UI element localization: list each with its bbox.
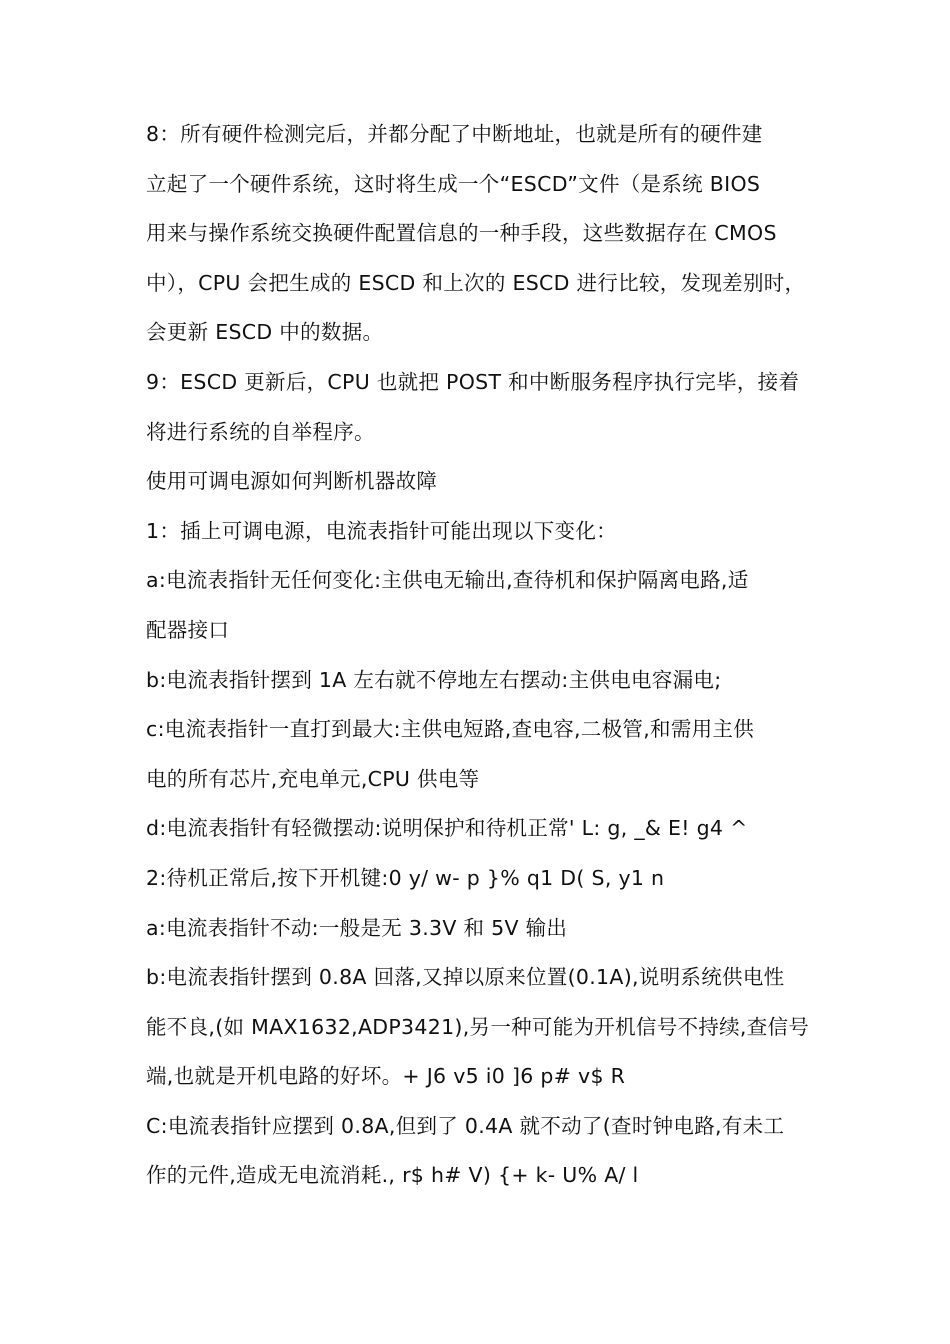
text-line: 8：所有硬件检测完后，并都分配了中断地址，也就是所有的硬件建 bbox=[146, 122, 763, 146]
paragraph-9-escd-update bbox=[146, 358, 810, 457]
paragraph-8-escd bbox=[146, 110, 810, 358]
text-line: 使用可调电源如何判断机器故障 bbox=[146, 469, 438, 494]
text-line: 将进行系统的自举程序。 bbox=[146, 419, 375, 444]
text-line: b:电流表指针摆到 0.8A 回落,又掉以原来位置(0.1A),说明系统供电性 bbox=[146, 965, 785, 990]
paragraph-step-1b bbox=[146, 656, 810, 706]
paragraph-step-1d bbox=[146, 804, 810, 854]
paragraph-step-2b bbox=[146, 953, 810, 1102]
section-heading bbox=[146, 457, 810, 507]
text-line: 会更新 ESCD 中的数据。 bbox=[146, 320, 384, 345]
text-line: 配器接口 bbox=[146, 617, 230, 642]
text-line: c:电流表指针一直打到最大:主供电短路,查电容,二极管,和需用主供 bbox=[146, 717, 755, 742]
paragraph-step-2c bbox=[146, 1102, 810, 1201]
text-line: 端,也就是开机电路的好坏。+ J6 v5 i0 ]6 p# v$ R bbox=[146, 1064, 626, 1089]
text-line: 2:待机正常后,按下开机键:0 y/ w- p }% q1 D( S, y1 n bbox=[146, 865, 665, 890]
document-page bbox=[146, 110, 810, 1201]
paragraph-step-1 bbox=[146, 507, 810, 557]
text-line: a:电流表指针不动:一般是无 3.3V 和 5V 输出 bbox=[146, 915, 568, 940]
paragraph-step-1a bbox=[146, 556, 810, 655]
text-line: 用来与操作系统交换硬件配置信息的一种手段，这些数据存在 CMOS bbox=[146, 221, 777, 246]
text-line: a:电流表指针无任何变化:主供电无输出,查待机和保护隔离电路,适 bbox=[146, 568, 749, 593]
text-line: d:电流表指针有轻微摆动:说明保护和待机正常' L: g, _& E! g4 ^ bbox=[146, 816, 748, 841]
paragraph-step-2 bbox=[146, 854, 810, 904]
text-line: 1：插上可调电源，电流表指针可能出现以下变化： bbox=[146, 518, 617, 543]
paragraph-step-2a bbox=[146, 904, 810, 954]
text-line: 9：ESCD 更新后，CPU 也就把 POST 和中断服务程序执行完毕，接着 bbox=[146, 369, 800, 394]
text-line: 中），CPU 会把生成的 ESCD 和上次的 ESCD 进行比较，发现差别时， bbox=[146, 270, 806, 295]
text-line: C:电流表指针应摆到 0.8A,但到了 0.4A 就不动了(查时钟电路,有未工 bbox=[146, 1113, 785, 1138]
text-line: 立起了一个硬件系统，这时将生成一个“ESCD”文件（是系统 BIOS bbox=[146, 171, 761, 196]
text-line: b:电流表指针摆到 1A 左右就不停地左右摆动:主供电电容漏电; bbox=[146, 667, 722, 692]
text-line: 作的元件,造成无电流消耗., r$ h# V) {+ k- U% A/ l bbox=[146, 1163, 639, 1188]
text-line: 电的所有芯片,充电单元,CPU 供电等 bbox=[146, 766, 480, 791]
paragraph-step-1c bbox=[146, 705, 810, 804]
text-line: 能不良,(如 MAX1632,ADP3421),另一种可能为开机信号不持续,查信号 bbox=[146, 1014, 810, 1039]
